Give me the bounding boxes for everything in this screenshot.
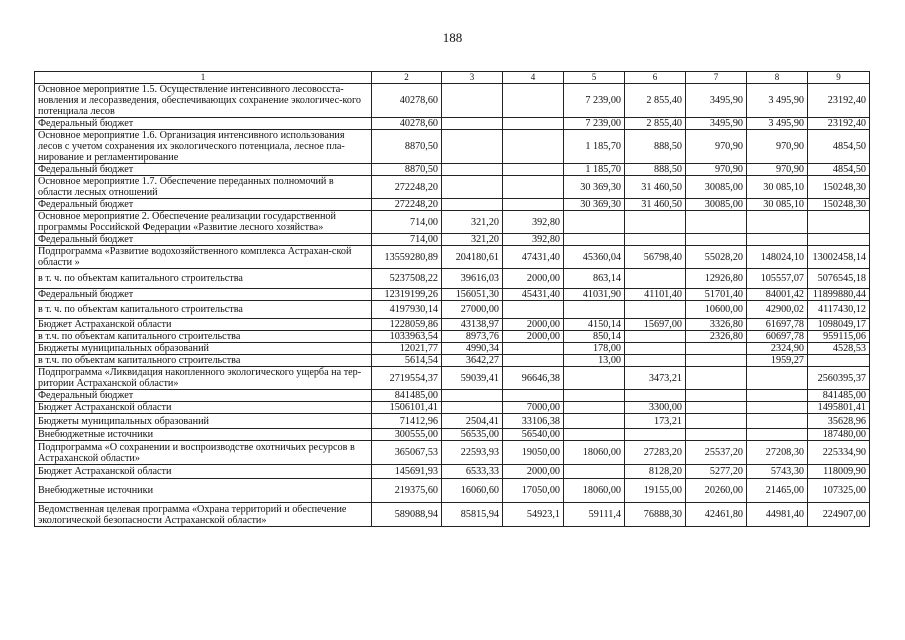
table-row (35, 130, 870, 164)
value-cell (686, 343, 747, 355)
row-label: Федеральный бюджет (35, 164, 372, 176)
value-cell: 219375,60 (372, 479, 442, 503)
table-row (35, 414, 870, 429)
value-cell (442, 390, 503, 402)
value-cell: 970,90 (747, 164, 808, 176)
value-cell: 7000,00 (503, 402, 564, 414)
value-cell: 47431,40 (503, 246, 564, 269)
value-cell: 44981,40 (747, 503, 808, 527)
value-cell: 4150,14 (564, 319, 625, 331)
value-cell: 22593,93 (442, 441, 503, 465)
value-cell: 148024,10 (747, 246, 808, 269)
value-cell: 4854,50 (808, 130, 870, 164)
value-cell: 30 369,30 (564, 176, 625, 199)
value-cell: 13002458,14 (808, 246, 870, 269)
value-cell (503, 301, 564, 319)
value-cell: 35628,96 (808, 414, 870, 429)
value-cell: 39616,03 (442, 269, 503, 289)
row-label: Федеральный бюджет (35, 289, 372, 301)
value-cell (747, 367, 808, 390)
value-cell: 8128,20 (625, 465, 686, 479)
value-cell: 76888,30 (625, 503, 686, 527)
value-cell (564, 211, 625, 234)
value-cell: 55028,20 (686, 246, 747, 269)
column-number: 4 (503, 72, 564, 84)
value-cell: 2324,90 (747, 343, 808, 355)
value-cell (503, 355, 564, 367)
value-cell (564, 429, 625, 441)
table-row (35, 402, 870, 414)
value-cell: 156051,30 (442, 289, 503, 301)
value-cell: 84001,42 (747, 289, 808, 301)
table-row (35, 355, 870, 367)
value-cell: 5277,20 (686, 465, 747, 479)
table-row (35, 234, 870, 246)
value-cell (625, 429, 686, 441)
row-label: Основное мероприятие 2. Обеспечение реализации государственной программы Российской Федерации «Развитие лесного хозяйства» (35, 211, 372, 234)
value-cell: 30 369,30 (564, 199, 625, 211)
value-cell: 5076545,18 (808, 269, 870, 289)
value-cell: 18060,00 (564, 479, 625, 503)
value-cell: 2000,00 (503, 319, 564, 331)
table-header-row (35, 72, 870, 84)
value-cell: 5743,30 (747, 465, 808, 479)
value-cell: 105557,07 (747, 269, 808, 289)
value-cell: 56535,00 (442, 429, 503, 441)
value-cell: 12926,80 (686, 269, 747, 289)
value-cell: 1506101,41 (372, 402, 442, 414)
row-label: в т.ч. по объектам капитального строительства (35, 355, 372, 367)
value-cell: 4117430,12 (808, 301, 870, 319)
value-cell: 30085,00 (686, 199, 747, 211)
value-cell: 11899880,44 (808, 289, 870, 301)
value-cell: 17050,00 (503, 479, 564, 503)
value-cell (686, 402, 747, 414)
value-cell: 61697,78 (747, 319, 808, 331)
value-cell: 3495,90 (686, 118, 747, 130)
value-cell: 25537,20 (686, 441, 747, 465)
value-cell: 150248,30 (808, 176, 870, 199)
value-cell: 42900,02 (747, 301, 808, 319)
value-cell: 300555,00 (372, 429, 442, 441)
value-cell: 392,80 (503, 234, 564, 246)
value-cell: 2000,00 (503, 269, 564, 289)
row-label: в т.ч. по объектам капитального строительства (35, 331, 372, 343)
value-cell (564, 301, 625, 319)
value-cell: 19155,00 (625, 479, 686, 503)
value-cell: 27000,00 (442, 301, 503, 319)
value-cell: 4528,53 (808, 343, 870, 355)
value-cell: 16060,60 (442, 479, 503, 503)
table-row (35, 465, 870, 479)
value-cell: 272248,20 (372, 176, 442, 199)
value-cell (503, 130, 564, 164)
value-cell: 4197930,14 (372, 301, 442, 319)
column-number: 2 (372, 72, 442, 84)
value-cell (747, 429, 808, 441)
row-label: Бюджеты муниципальных образований (35, 414, 372, 429)
value-cell (503, 164, 564, 176)
value-cell: 30 085,10 (747, 199, 808, 211)
value-cell: 56540,00 (503, 429, 564, 441)
column-number: 8 (747, 72, 808, 84)
value-cell: 970,90 (686, 130, 747, 164)
value-cell: 714,00 (372, 234, 442, 246)
value-cell: 118009,90 (808, 465, 870, 479)
value-cell: 888,50 (625, 164, 686, 176)
value-cell (503, 390, 564, 402)
value-cell: 51701,40 (686, 289, 747, 301)
value-cell: 1 185,70 (564, 130, 625, 164)
value-cell: 107325,00 (808, 479, 870, 503)
value-cell: 3 495,90 (747, 118, 808, 130)
value-cell (747, 211, 808, 234)
value-cell: 6533,33 (442, 465, 503, 479)
row-label: Подпрограмма «Ликвидация накопленного экологического ущерба на тер-ритории Астраханской области» (35, 367, 372, 390)
value-cell (686, 390, 747, 402)
value-cell: 13,00 (564, 355, 625, 367)
value-cell: 321,20 (442, 211, 503, 234)
table-row (35, 479, 870, 503)
value-cell (442, 84, 503, 118)
value-cell: 21465,00 (747, 479, 808, 503)
value-cell (503, 199, 564, 211)
row-label: Федеральный бюджет (35, 199, 372, 211)
value-cell (747, 390, 808, 402)
value-cell (442, 402, 503, 414)
value-cell: 27283,20 (625, 441, 686, 465)
value-cell: 31 460,50 (625, 199, 686, 211)
value-cell: 1959,27 (747, 355, 808, 367)
value-cell (442, 130, 503, 164)
row-label: Бюджет Астраханской области (35, 402, 372, 414)
value-cell: 2719554,37 (372, 367, 442, 390)
value-cell: 224907,00 (808, 503, 870, 527)
value-cell: 3473,21 (625, 367, 686, 390)
value-cell: 7 239,00 (564, 84, 625, 118)
value-cell: 15697,00 (625, 319, 686, 331)
row-label: Федеральный бюджет (35, 234, 372, 246)
value-cell: 589088,94 (372, 503, 442, 527)
value-cell: 3495,90 (686, 84, 747, 118)
value-cell: 40278,60 (372, 118, 442, 130)
row-label: Основное мероприятие 1.5. Осуществление интенсивного лесовосста-новления и лесоразведения, обеспечивающих сохранение экологичес-кого потенциала лесов (35, 84, 372, 118)
table-row (35, 199, 870, 211)
value-cell (625, 269, 686, 289)
value-cell: 5237508,22 (372, 269, 442, 289)
table-row (35, 343, 870, 355)
value-cell: 45431,40 (503, 289, 564, 301)
value-cell (503, 176, 564, 199)
value-cell: 56798,40 (625, 246, 686, 269)
value-cell: 2560395,37 (808, 367, 870, 390)
value-cell: 2000,00 (503, 331, 564, 343)
value-cell (625, 234, 686, 246)
value-cell: 365067,53 (372, 441, 442, 465)
value-cell: 12319199,26 (372, 289, 442, 301)
table-row (35, 390, 870, 402)
value-cell: 850,14 (564, 331, 625, 343)
value-cell: 3326,80 (686, 319, 747, 331)
value-cell: 13559280,89 (372, 246, 442, 269)
value-cell: 2000,00 (503, 465, 564, 479)
table-row (35, 429, 870, 441)
value-cell (747, 402, 808, 414)
value-cell: 1495801,41 (808, 402, 870, 414)
value-cell: 60697,78 (747, 331, 808, 343)
value-cell: 10600,00 (686, 301, 747, 319)
value-cell: 272248,20 (372, 199, 442, 211)
value-cell: 1098049,17 (808, 319, 870, 331)
row-label: Внебюджетные источники (35, 429, 372, 441)
value-cell (564, 465, 625, 479)
value-cell (808, 211, 870, 234)
value-cell (686, 429, 747, 441)
table-row (35, 118, 870, 130)
value-cell: 970,90 (686, 164, 747, 176)
value-cell: 96646,38 (503, 367, 564, 390)
value-cell: 30085,00 (686, 176, 747, 199)
column-number: 3 (442, 72, 503, 84)
row-label: в т. ч. по объектам капитального строительства (35, 301, 372, 319)
value-cell: 40278,60 (372, 84, 442, 118)
value-cell (686, 211, 747, 234)
row-label: Бюджеты муниципальных образований (35, 343, 372, 355)
value-cell: 71412,96 (372, 414, 442, 429)
value-cell: 45360,04 (564, 246, 625, 269)
value-cell: 5614,54 (372, 355, 442, 367)
value-cell: 392,80 (503, 211, 564, 234)
value-cell (442, 176, 503, 199)
value-cell (625, 355, 686, 367)
value-cell (808, 234, 870, 246)
value-cell (625, 390, 686, 402)
row-label: Бюджет Астраханской области (35, 319, 372, 331)
row-label: Федеральный бюджет (35, 118, 372, 130)
value-cell: 714,00 (372, 211, 442, 234)
table-row (35, 211, 870, 234)
value-cell: 43138,97 (442, 319, 503, 331)
table-row (35, 164, 870, 176)
value-cell (564, 402, 625, 414)
table-row (35, 367, 870, 390)
value-cell: 178,00 (564, 343, 625, 355)
value-cell: 8973,76 (442, 331, 503, 343)
value-cell: 41101,40 (625, 289, 686, 301)
value-cell (625, 211, 686, 234)
budget-table (34, 71, 870, 527)
value-cell: 23192,40 (808, 118, 870, 130)
value-cell: 970,90 (747, 130, 808, 164)
value-cell (564, 234, 625, 246)
value-cell: 2 855,40 (625, 84, 686, 118)
value-cell: 85815,94 (442, 503, 503, 527)
value-cell: 42461,80 (686, 503, 747, 527)
value-cell: 3300,00 (625, 402, 686, 414)
table-row (35, 176, 870, 199)
column-number: 5 (564, 72, 625, 84)
value-cell (442, 164, 503, 176)
value-cell (686, 367, 747, 390)
table-row (35, 441, 870, 465)
row-label: Подпрограмма «О сохранении и воспроизводстве охотничьих ресурсов в Астраханской области» (35, 441, 372, 465)
value-cell: 888,50 (625, 130, 686, 164)
value-cell: 2 855,40 (625, 118, 686, 130)
value-cell (564, 414, 625, 429)
value-cell: 863,14 (564, 269, 625, 289)
value-cell: 27208,30 (747, 441, 808, 465)
value-cell: 204180,61 (442, 246, 503, 269)
value-cell (747, 234, 808, 246)
value-cell: 23192,40 (808, 84, 870, 118)
table-row (35, 269, 870, 289)
column-number: 7 (686, 72, 747, 84)
value-cell: 1 185,70 (564, 164, 625, 176)
table-row (35, 246, 870, 269)
table-row (35, 331, 870, 343)
row-label: Подпрограмма «Развитие водохозяйственного комплекса Астрахан-ской области » (35, 246, 372, 269)
value-cell: 18060,00 (564, 441, 625, 465)
row-label: Основное мероприятие 1.6. Организация интенсивного использования лесов с учетом сохранения их экологического потенциала, лесное пла-нирование и регламентирование (35, 130, 372, 164)
value-cell (503, 118, 564, 130)
value-cell: 30 085,10 (747, 176, 808, 199)
value-cell: 59111,4 (564, 503, 625, 527)
value-cell (686, 414, 747, 429)
value-cell: 3 495,90 (747, 84, 808, 118)
value-cell (503, 84, 564, 118)
table-row (35, 301, 870, 319)
table-row (35, 289, 870, 301)
value-cell (564, 390, 625, 402)
table-row (35, 503, 870, 527)
value-cell: 173,21 (625, 414, 686, 429)
row-label: Бюджет Астраханской области (35, 465, 372, 479)
column-number: 9 (808, 72, 870, 84)
table-row (35, 84, 870, 118)
value-cell: 1033963,54 (372, 331, 442, 343)
value-cell: 54923,1 (503, 503, 564, 527)
value-cell: 2326,80 (686, 331, 747, 343)
value-cell (442, 118, 503, 130)
value-cell (442, 199, 503, 211)
value-cell: 3642,27 (442, 355, 503, 367)
value-cell: 33106,38 (503, 414, 564, 429)
value-cell: 41031,90 (564, 289, 625, 301)
value-cell: 8870,50 (372, 130, 442, 164)
value-cell (625, 331, 686, 343)
row-label: Основное мероприятие 1.7. Обеспечение переданных полномочий в области лесных отношений (35, 176, 372, 199)
row-label: Федеральный бюджет (35, 390, 372, 402)
value-cell (747, 414, 808, 429)
row-label: в т. ч. по объектам капитального строительства (35, 269, 372, 289)
value-cell: 8870,50 (372, 164, 442, 176)
page-number: 188 (442, 30, 463, 45)
value-cell: 4990,34 (442, 343, 503, 355)
value-cell: 4854,50 (808, 164, 870, 176)
value-cell: 321,20 (442, 234, 503, 246)
value-cell: 225334,90 (808, 441, 870, 465)
value-cell: 31 460,50 (625, 176, 686, 199)
column-number: 1 (35, 72, 372, 84)
value-cell: 145691,93 (372, 465, 442, 479)
value-cell: 150248,30 (808, 199, 870, 211)
value-cell: 20260,00 (686, 479, 747, 503)
value-cell (686, 355, 747, 367)
value-cell: 841485,00 (808, 390, 870, 402)
value-cell: 841485,00 (372, 390, 442, 402)
value-cell (503, 343, 564, 355)
table-row (35, 319, 870, 331)
value-cell (686, 234, 747, 246)
value-cell (625, 343, 686, 355)
row-label: Внебюджетные источники (35, 479, 372, 503)
value-cell: 7 239,00 (564, 118, 625, 130)
value-cell: 12021,77 (372, 343, 442, 355)
value-cell (564, 367, 625, 390)
value-cell: 2504,41 (442, 414, 503, 429)
value-cell: 59039,41 (442, 367, 503, 390)
value-cell: 959115,06 (808, 331, 870, 343)
column-number: 6 (625, 72, 686, 84)
row-label: Ведомственная целевая программа «Охрана территорий и обеспечение экологической безопасности Астраханской области» (35, 503, 372, 527)
value-cell (808, 355, 870, 367)
value-cell: 19050,00 (503, 441, 564, 465)
value-cell: 187480,00 (808, 429, 870, 441)
value-cell: 1228059,86 (372, 319, 442, 331)
value-cell (625, 301, 686, 319)
